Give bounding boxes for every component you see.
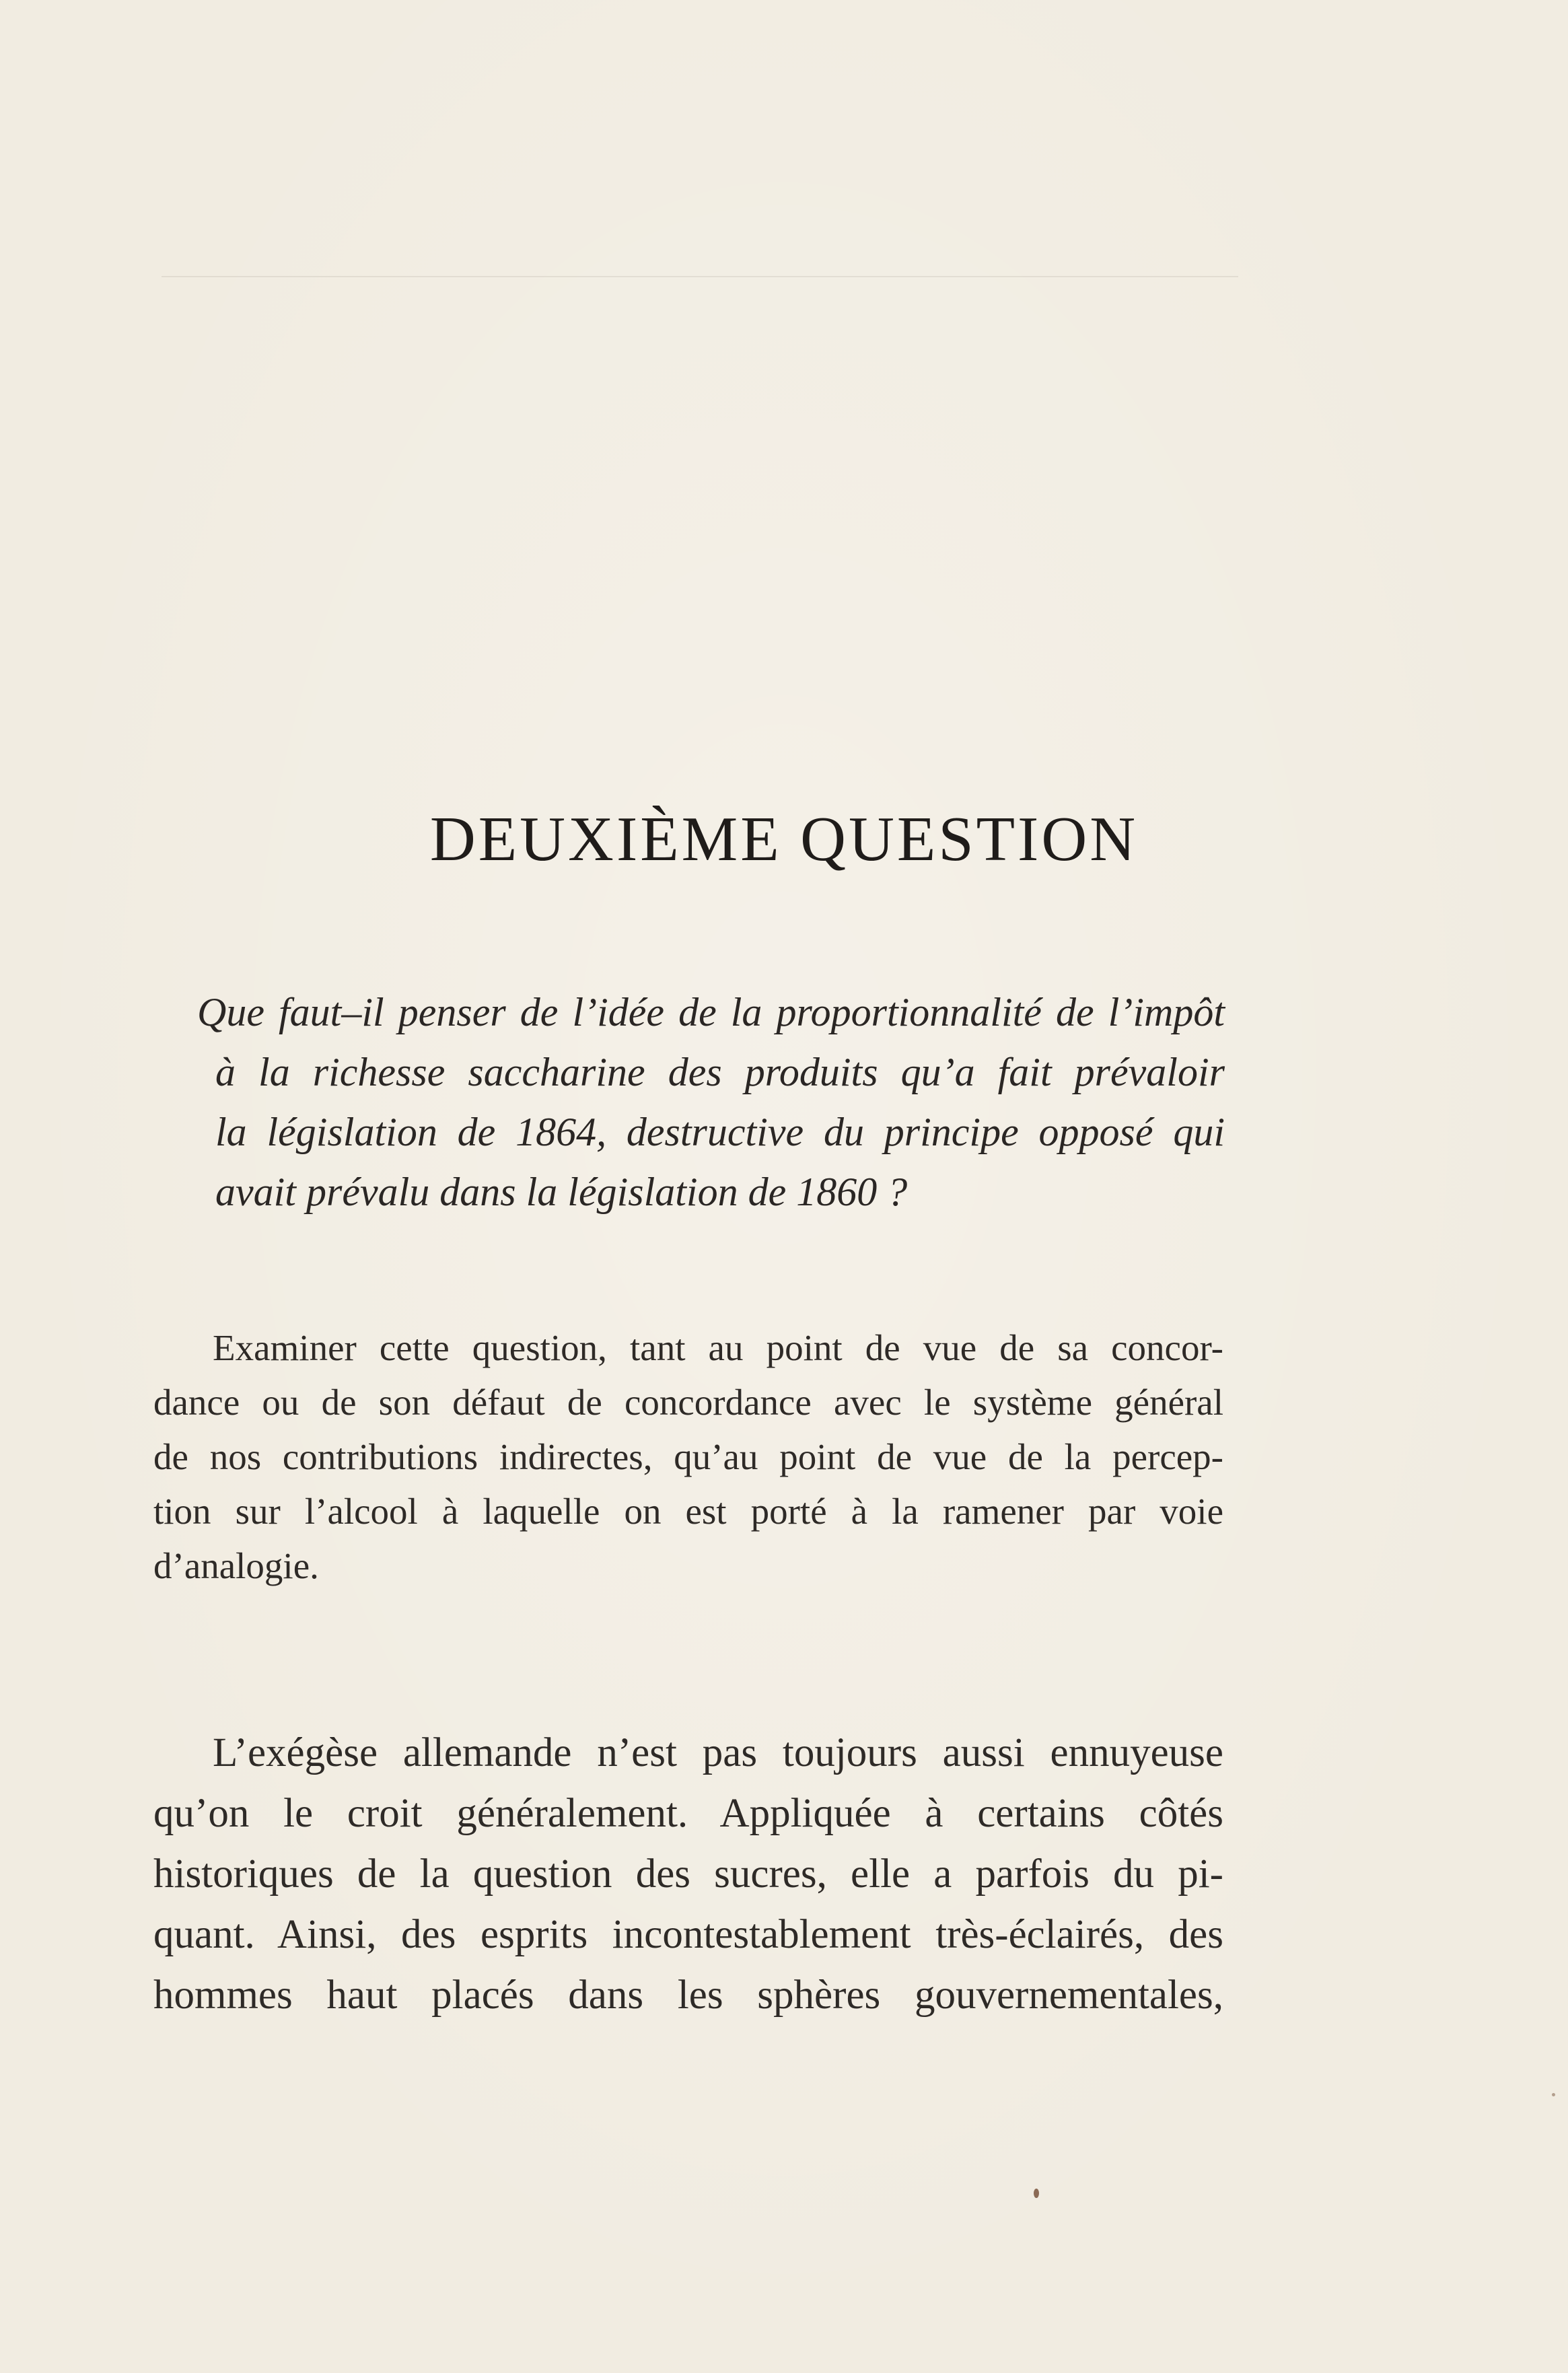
paragraph-line: dance ou de son défaut de concordance avec le système général bbox=[153, 1382, 1223, 1423]
paper-speck bbox=[1034, 2189, 1039, 2198]
paragraph-line: tion sur l’alcool à laquelle on est porté à la ramener par voie bbox=[153, 1491, 1223, 1532]
paper-speck bbox=[1552, 2093, 1555, 2096]
question-text bbox=[197, 983, 1225, 1222]
paragraph-line: de nos contributions indirectes, qu’au point de vue de la percep- bbox=[153, 1436, 1223, 1477]
question-line: la législation de 1864, destructive du principe opposé qui bbox=[215, 1110, 1225, 1154]
paragraph-line: hommes haut placés dans les sphères gouvernementales, bbox=[153, 1973, 1223, 2018]
page-title: DEUXIÈME QUESTION bbox=[429, 804, 1139, 874]
paragraph-line: qu’on le croit généralement. Appliquée à certains côtés bbox=[153, 1791, 1223, 1836]
question-line: Que faut–il penser de l’idée de la proportionnalité de l’impôt bbox=[197, 990, 1225, 1034]
question-line: à la richesse saccharine des produits qu’a fait prévaloir bbox=[215, 1050, 1225, 1094]
paragraph-line: historiques de la question des sucres, elle a parfois du pi- bbox=[153, 1851, 1223, 1897]
paragraph-line: d’analogie. bbox=[153, 1545, 319, 1586]
bleed-through-rule bbox=[162, 276, 1238, 277]
instruction-paragraph bbox=[153, 1320, 1223, 1593]
paragraph-line: quant. Ainsi, des esprits incontestablement très-éclairés, des bbox=[153, 1912, 1223, 1957]
body-paragraph bbox=[153, 1723, 1223, 2026]
paragraph-line: L’exégèse allemande n’est pas toujours aussi ennuyeuse bbox=[213, 1730, 1223, 1775]
paragraph-line: Examiner cette question, tant au point de vue de sa concor- bbox=[213, 1327, 1223, 1368]
question-line: avait prévalu dans la législation de 1860 ? bbox=[215, 1170, 908, 1214]
